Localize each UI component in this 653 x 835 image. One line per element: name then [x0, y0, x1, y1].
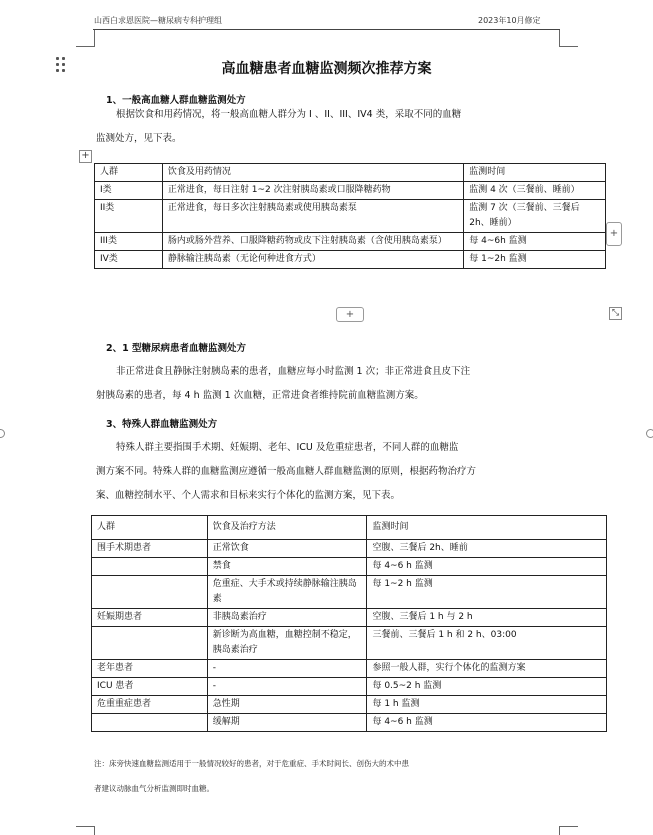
table-cell: 每 1~2 h 监测 — [367, 576, 607, 609]
table-row — [92, 627, 607, 660]
section1-paragraph — [96, 103, 566, 151]
header-right: 2023年10月修定 — [478, 16, 541, 25]
table-cell: 妊娠期患者 — [92, 609, 208, 627]
table-cell: - — [207, 678, 367, 696]
table-row — [92, 696, 607, 714]
section2-line2: 射胰岛素的患者，每 4 h 监测 1 次血糖，正常进食者维持院前血糖监测方案。 — [96, 390, 424, 401]
table-cell: II类 — [95, 200, 163, 233]
section1-heading: 1、一般高血糖人群血糖监测处方 — [106, 95, 246, 106]
add-row-button[interactable]: + — [336, 307, 364, 322]
table-cell: 非胰岛素治疗 — [207, 609, 367, 627]
table-cell: 监测 4 次（三餐前、睡前） — [464, 182, 606, 200]
table-cell: I类 — [95, 182, 163, 200]
table-row — [95, 233, 606, 251]
table-cell: 急性期 — [207, 696, 367, 714]
table-header-cell: 监测时间 — [464, 164, 606, 182]
table-cell: 监测 7 次（三餐前、三餐后 2h、睡前） — [464, 200, 606, 233]
table-cell: 危重重症患者 — [92, 696, 208, 714]
table-row — [95, 251, 606, 269]
table-cell: 围手术期患者 — [92, 540, 208, 558]
table-resize-icon[interactable]: ⤡ — [609, 307, 622, 320]
table-cell — [92, 558, 208, 576]
table-cell: - — [207, 660, 367, 678]
footnote-line1: 注：床旁快速血糖监测适用于一般情况较好的患者，对于危重症、手术时间长、创伤大的术中患 — [94, 759, 409, 768]
selection-handle-icon[interactable] — [0, 429, 5, 438]
table-cell: 正常饮食 — [207, 540, 367, 558]
table-row — [92, 540, 607, 558]
table-header-cell: 人群 — [95, 164, 163, 182]
table-row — [92, 609, 607, 627]
section3-paragraph — [96, 436, 566, 508]
table-row — [95, 200, 606, 233]
add-column-button[interactable]: + — [606, 222, 622, 246]
section2-heading: 2、1 型糖尿病患者血糖监测处方 — [106, 343, 247, 354]
table-cell: 空腹、三餐后 2h、睡前 — [367, 540, 607, 558]
header-rule — [93, 29, 560, 30]
section2-paragraph — [96, 360, 566, 408]
crop-mark — [559, 30, 560, 47]
selection-handle-icon[interactable] — [646, 429, 653, 438]
table-header-row — [95, 164, 606, 182]
table-cell: 每 1~2h 监测 — [464, 251, 606, 269]
monitoring-table-special — [91, 515, 607, 732]
table-row — [92, 678, 607, 696]
section3-line1: 特殊人群主要指围手术期、妊娠期、老年、ICU 及危重症患者，不同人群的血糖监 — [116, 442, 459, 453]
footnote-line2: 者建议动脉血气分析监测即时血糖。 — [94, 784, 214, 793]
table-row — [95, 182, 606, 200]
crop-mark — [559, 826, 578, 827]
table-cell: 禁食 — [207, 558, 367, 576]
crop-mark — [559, 826, 560, 835]
table-cell: ICU 患者 — [92, 678, 208, 696]
table-cell: 肠内或肠外营养、口服降糖药物或皮下注射胰岛素（含使用胰岛素泵） — [162, 233, 463, 251]
table-move-handle-icon[interactable]: + — [79, 150, 92, 163]
crop-mark — [559, 46, 578, 47]
table-cell — [92, 627, 208, 660]
table-row — [92, 558, 607, 576]
crop-mark — [76, 826, 95, 827]
table-row — [92, 714, 607, 732]
section3-line2: 测方案不同。特殊人群的血糖监测应遵循一般高血糖人群血糖监测的原则，根据药物治疗方 — [96, 466, 477, 477]
table-cell: 老年患者 — [92, 660, 208, 678]
table-cell: 缓解期 — [207, 714, 367, 732]
table-cell: 静脉输注胰岛素（无论何种进食方式） — [162, 251, 463, 269]
table-header-cell: 人群 — [92, 516, 208, 540]
section3-line3: 案、血糖控制水平、个人需求和目标来实行个体化的监测方案，见下表。 — [96, 490, 401, 501]
table-cell: 危重症、大手术或持续静脉输注胰岛素 — [207, 576, 367, 609]
table-header-row — [92, 516, 607, 540]
table-cell: 空腹、三餐后 1 h 与 2 h — [367, 609, 607, 627]
crop-mark — [94, 30, 95, 47]
section1-line2: 监测处方，见下表。 — [96, 133, 182, 144]
page-title: 高血糖患者血糖监测频次推荐方案 — [221, 61, 432, 77]
table-cell: III类 — [95, 233, 163, 251]
table-cell: IV类 — [95, 251, 163, 269]
table-cell: 正常进食，每日注射 1~2 次注射胰岛素或口服降糖药物 — [162, 182, 463, 200]
table-cell — [92, 714, 208, 732]
table-row — [92, 576, 607, 609]
table-header-cell: 监测时间 — [367, 516, 607, 540]
table-cell: 每 4~6 h 监测 — [367, 558, 607, 576]
table-cell: 每 4~6 h 监测 — [367, 714, 607, 732]
section2-line1: 非正常进食且静脉注射胰岛素的患者，血糖应每小时监测 1 次；非正常进食且皮下注 — [116, 366, 471, 377]
table-cell: 每 1 h 监测 — [367, 696, 607, 714]
crop-mark — [94, 826, 95, 835]
table-cell — [92, 576, 208, 609]
header-left: 山西白求恩医院—糖尿病专科护理组 — [94, 16, 222, 25]
section3-heading: 3、特殊人群血糖监测处方 — [106, 419, 218, 430]
table-cell: 每 4~6h 监测 — [464, 233, 606, 251]
crop-mark — [76, 46, 95, 47]
table-header-cell: 饮食及用药情况 — [162, 164, 463, 182]
monitoring-table-general — [94, 163, 606, 269]
section1-line1: 根据饮食和用药情况，将一般高血糖人群分为 I 、II、III、IV4 类，采取不同的血糖 — [116, 109, 462, 120]
table-cell: 正常进食，每日多次注射胰岛素或使用胰岛素泵 — [162, 200, 463, 233]
table-row — [92, 660, 607, 678]
table-header-cell: 饮食及治疗方法 — [207, 516, 367, 540]
table-cell: 每 0.5~2 h 监测 — [367, 678, 607, 696]
table-cell: 三餐前、三餐后 1 h 和 2 h、03:00 — [367, 627, 607, 660]
table-cell: 参照一般人群，实行个体化的监测方案 — [367, 660, 607, 678]
table-cell: 新诊断为高血糖，血糖控制不稳定，胰岛素治疗 — [207, 627, 367, 660]
